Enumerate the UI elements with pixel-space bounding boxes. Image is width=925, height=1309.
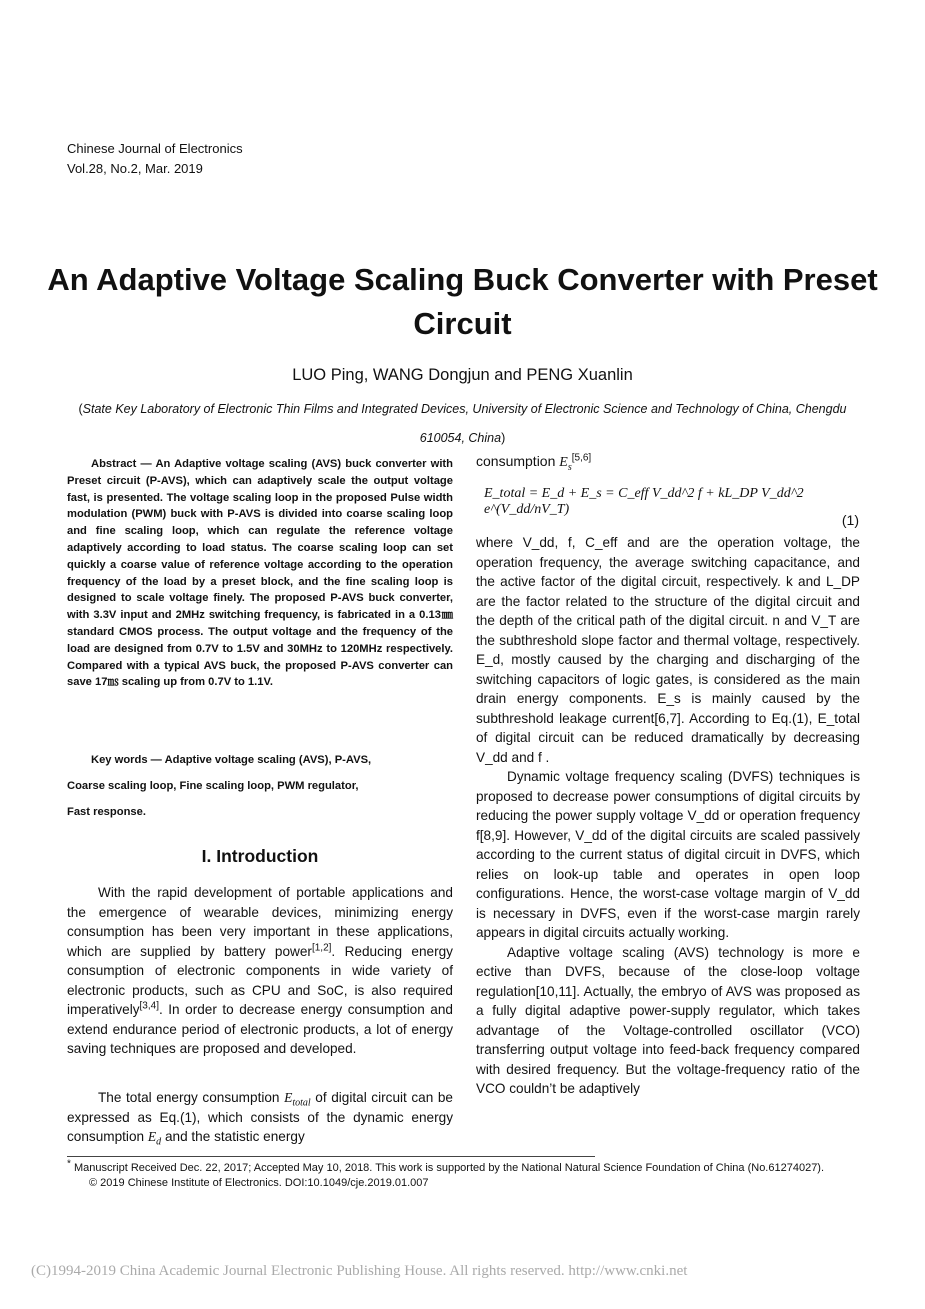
keywords-line-3: Fast response. xyxy=(67,806,146,818)
equation-1: E_total = E_d + E_s = C_eff V_dd^2 f + kL_DP V_dd^2 e^(V_dd/nV_T) xyxy=(484,486,804,517)
paper-title: An Adaptive Voltage Scaling Buck Converter with Preset Circuit xyxy=(47,262,878,341)
abstract-text: An Adaptive voltage scaling (AVS) buck converter with Preset circuit (P-AVS), which can adaptively scale the output voltage fast, is presented. The voltage scaling loop in the proposed Pulse width modulation (PWM) buck with P-AVS is divided into coarse scaling loop and fine scaling loop, which can regulate the reference voltage adaptively according to load status. The coarse scaling loop can set quickly a coarse value of reference voltage according to the operation frequency of the load by a preset block, and the fine scaling loop is designed to scale voltage finely. The proposed P-AVS buck converter, with 3.3V input and 2MHz switching frequency, is fabricated in a 0.13㎜ standard CMOS process. The output voltage and the frequency of the load are designed from 0.7V to 1.5V and 30MHz to 120MHz respectively. Compared with a typical AVS buck, the proposed P-AVS converter can save 17㎳ scaling up from 0.7V to 1.1V. xyxy=(67,458,453,689)
keywords xyxy=(67,747,453,825)
affiliation: (State Key Laboratory of Electronic Thin Films and Integrated Devices, University of Electronic Science and Technology of China, Chengdu 610054, China) xyxy=(78,402,847,445)
right-line-1: consumption $E_s[5,6]$ xyxy=(476,452,592,473)
footnote-rule xyxy=(67,1156,595,1157)
right-paragraph-3: Adaptive voltage scaling (AVS) technology is more e ective than DVFS, because of the close-loop voltage regulation[10,11]. Actually, the embryo of AVS was proposed as a fully digital adaptive power-supply regulator, which takes advantage of the Voltage-controlled oscillator (VCO) transferring output voltage into feed-back frequency compared with desired frequency. But the voltage-frequency ratio of the VCO couldn’t be adaptively xyxy=(476,944,860,1096)
right-body xyxy=(476,533,860,1099)
keywords-line-1: Key words — Adaptive voltage scaling (AVS), P-AVS, xyxy=(91,754,372,766)
section-heading: I. Introduction xyxy=(201,846,319,866)
citation: [3,4] xyxy=(139,1000,159,1012)
authors: LUO Ping, WANG Dongjun and PENG Xuanlin xyxy=(292,366,633,384)
right-paragraph-2: Dynamic voltage frequency scaling (DVFS) techniques is proposed to decrease power consumptions of digital circuits by reducing the power supply voltage V_dd or operation frequency f[8,9]. However, V_dd of the digital circuits are scaled passively according to the current status of digital circuit in DVFS, which relies on look-up table and operates in open loop configurations. Hence, the worst-case voltage margin of V_dd is necessary in DVFS, even if the worst-case margin rarely appears in digital circuits actually working. xyxy=(476,769,860,940)
abstract: Abstract — An Adaptive voltage scaling (AVS) buck converter with Preset circuit (P-AVS), which can adaptively scale the output voltage fast, is presented. The voltage scaling loop in the proposed Pulse width modulation (PWM) buck with P-AVS is divided into coarse scaling loop and fine scaling loop, which can regulate the reference voltage adaptively according to load status. The coarse scaling loop can set quickly a coarse value of reference voltage according to the operation frequency of the load by a preset block, and the fine scaling loop is designed to scale voltage finely. The proposed P-AVS buck converter, with 3.3V input and 2MHz switching frequency, is fabricated in a 0.13㎜ standard CMOS process. The output voltage and the frequency of the load are designed from 0.7V to 1.5V and 30MHz to 120MHz respectively. Compared with a typical AVS buck, the proposed P-AVS converter can save 17㎳ scaling up from 0.7V to 1.1V. xyxy=(67,458,453,689)
keywords-line-2: Coarse scaling loop, Fine scaling loop, PWM regulator, xyxy=(67,780,359,792)
journal-issue: Vol.28, No.2, Mar. 2019 xyxy=(67,161,203,176)
journal-header xyxy=(67,139,243,179)
intro-paragraph-2: The total energy consumption $E_{total}$ of digital circuit can be expressed as Eq.(1), which consists of the dynamic energy consumption $E_d$ and the statistic energy xyxy=(67,1090,453,1148)
abstract-label: Abstract xyxy=(91,458,137,470)
affiliation-text: State Key Laboratory of Electronic Thin Films and Integrated Devices, University of Electronic Science and Technology of China, Chengdu 610054, China xyxy=(82,402,847,445)
copyright: © 2019 Chinese Institute of Electronics. DOI:10.1049/cje.2019.01.007 xyxy=(89,1177,429,1189)
right-paragraph-1: where V_dd, f, C_eff and are the operation voltage, the operation frequency, the average switching capacitance, and the active factor of the digital circuit, respectively. k and L_DP are the factor related to the structure of the digital circuit and the depth of the critical path of the digital circuit. n and V_T are the subthreshold slope factor and thermal voltage, respectively. E_d, mostly caused by the charging and discharging of the switching capacitors of logic gates, is considered as the main drain energy components. E_s is mainly caused by the subthreshold leakage current[6,7]. According to Eq.(1), E_total of digital circuit can be reduced dramatically by decreasing V_dd and f . xyxy=(476,535,860,765)
watermark: (C)1994-2019 China Academic Journal Electronic Publishing House. All rights reserved. http://www.cnki.net xyxy=(31,1263,688,1279)
citation: [1,2] xyxy=(311,941,332,953)
citation: [5,6] xyxy=(571,452,592,464)
footnote-text: Manuscript Received Dec. 22, 2017; Accepted May 10, 2018. This work is supported by the National Natural Science Foundation of China (No.61274027). xyxy=(70,1162,825,1174)
journal-name: Chinese Journal of Electronics xyxy=(67,141,243,156)
intro-paragraph-1: With the rapid development of portable applications and the emergence of wearable devices, minimizing energy consumption has been very important in these applications, which are supplied by battery power[1,2]. Reducing energy consumption of electronic components in wide variety of electronic products, such as CPU and SoC, is also required imperatively[3,4]. In order to decrease energy consumption and extend endurance period of electronic products, a lot of energy saving techniques are proposed and developed. xyxy=(67,885,453,1056)
footnote: * Manuscript Received Dec. 22, 2017; Accepted May 10, 2018. This work is supported by the National Natural Science Foundation of China (No.61274027). © 2019 Chinese Institute of Electronics. DOI:10.1049/cje.2019.01.007 xyxy=(67,1161,867,1191)
equation-number: (1) xyxy=(841,512,859,528)
